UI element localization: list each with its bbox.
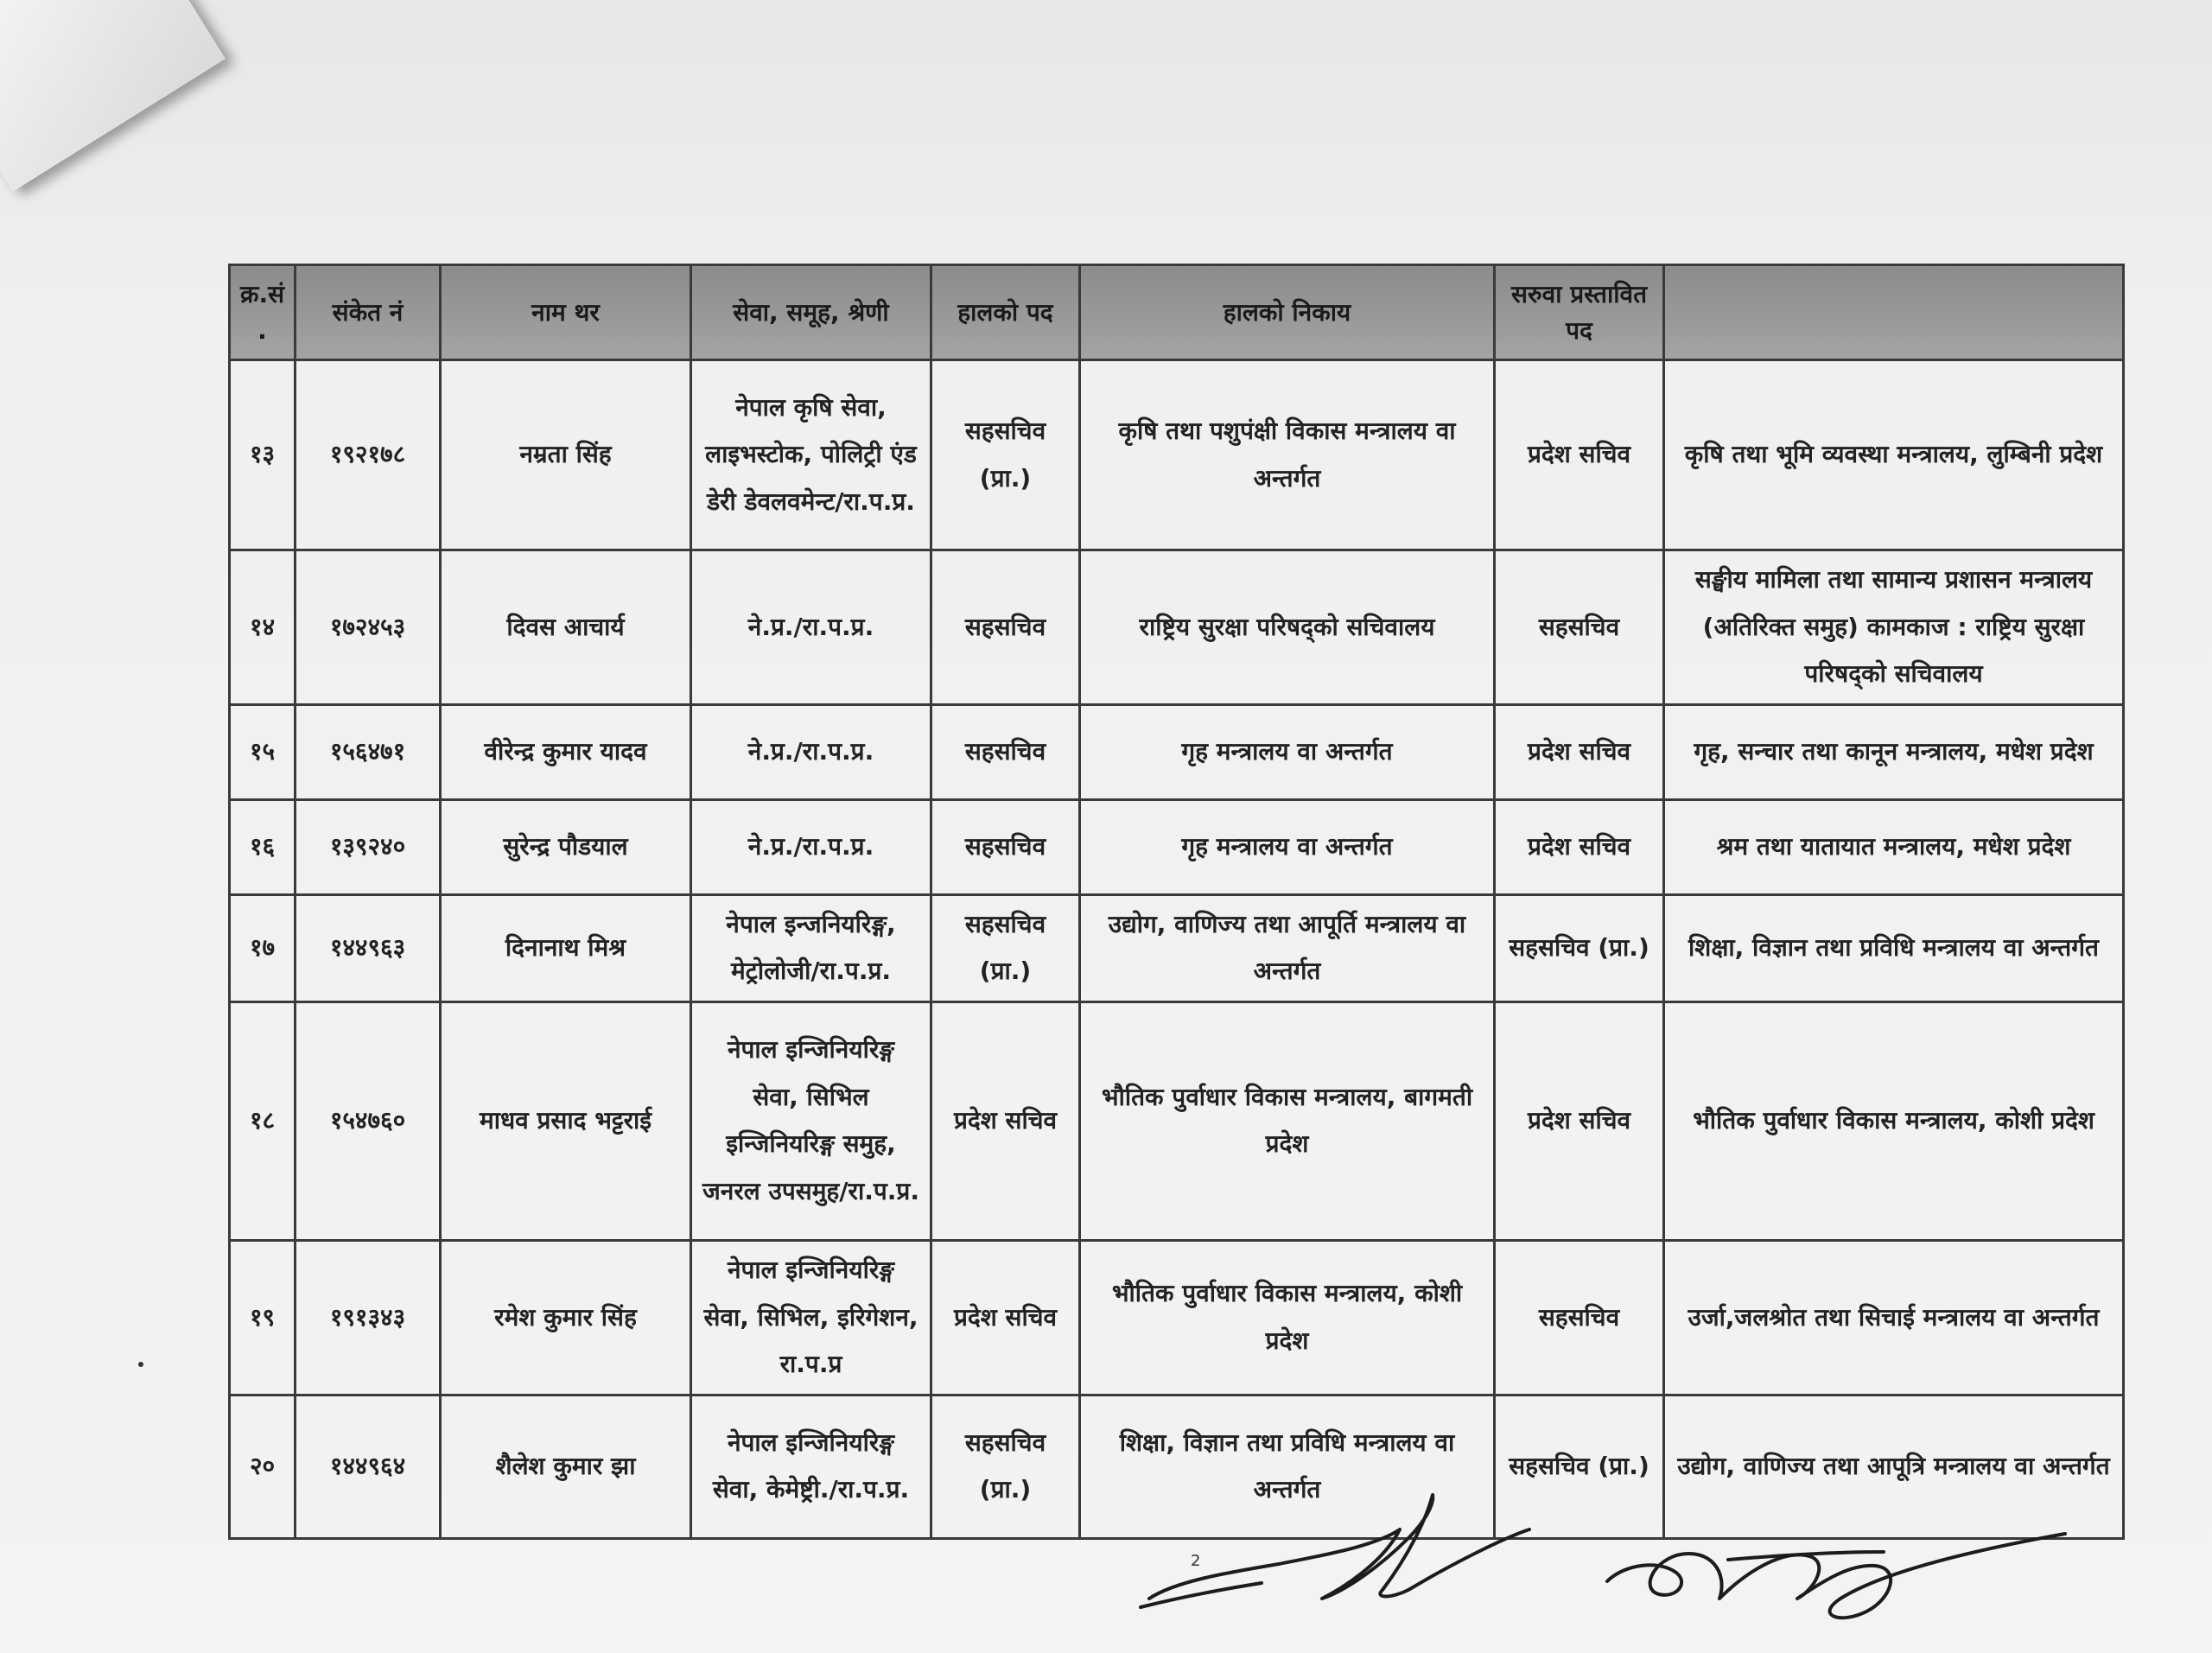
cell-current-office: भौतिक पुर्वाधार विकास मन्त्रालय, कोशी प्रदेश [1080,1240,1495,1395]
signature-mark [1607,1534,2065,1618]
cell-serial: १५ [230,704,296,799]
cell-name: दिनानाथ मिश्र [441,894,691,1001]
table-row [230,799,2124,894]
cell-proposed-office: उर्जा,जलश्रोत तथा सिचाई मन्त्रालय वा अन्तर्गत [1664,1240,2124,1395]
cell-service: नेपाल कृषि सेवा, लाइभस्टोक, पोलिट्री एंड डेरी डेवलवमेन्ट/रा.प.प्र. [691,360,931,550]
cell-serial: १३ [230,360,296,550]
cell-service: ने.प्र./रा.प.प्र. [691,799,931,894]
cell-code: १७२४५३ [296,550,441,705]
cell-code: १५६४७१ [296,704,441,799]
cell-code: १९२१७८ [296,360,441,550]
cell-serial: १७ [230,894,296,1001]
cell-current-post: सहसचिव [931,799,1080,894]
cell-current-office: शिक्षा, विज्ञान तथा प्रविधि मन्त्रालय वा अन्तर्गत [1080,1395,1495,1538]
cell-current-post: प्रदेश सचिव [931,1001,1080,1240]
cell-proposed-post: प्रदेश सचिव [1495,1001,1664,1240]
page-number: 2 [1191,1552,1201,1570]
cell-current-office: राष्ट्रिय सुरक्षा परिषद्को सचिवालय [1080,550,1495,705]
cell-proposed-post: प्रदेश सचिव [1495,799,1664,894]
cell-proposed-office: शिक्षा, विज्ञान तथा प्रविधि मन्त्रालय वा अन्तर्गत [1664,894,2124,1001]
cell-service: ने.प्र./रा.प.प्र. [691,550,931,705]
cell-proposed-post: सहसचिव [1495,1240,1664,1395]
cell-name: सुरेन्द्र पौडयाल [441,799,691,894]
paper-corner-fold [0,0,226,192]
cell-name: रमेश कुमार सिंह [441,1240,691,1395]
cell-serial: १६ [230,799,296,894]
cell-service: ने.प्र./रा.प.प्र. [691,704,931,799]
header-proposed-office [1664,265,2124,360]
cell-current-post: सहसचिव [931,550,1080,705]
cell-proposed-office: उद्योग, वाणिज्य तथा आपूत्रि मन्त्रालय वा अन्तर्गत [1664,1395,2124,1538]
table-row [230,360,2124,550]
table-row [230,1240,2124,1395]
cell-service: नेपाल इन्जिनियरिङ्ग सेवा, सिभिल, इरिगेशन, रा.प.प्र [691,1240,931,1395]
header-service: सेवा, समूह, श्रेणी [691,265,931,360]
cell-proposed-office: सङ्घीय मामिला तथा सामान्य प्रशासन मन्त्रालय (अतिरिक्त समुह) कामकाज : राष्ट्रिय सुरक्षा परिषद्को सचिवालय [1664,550,2124,705]
table-row [230,1001,2124,1240]
header-code: संकेत नं [296,265,441,360]
transfer-table [228,264,2125,1540]
cell-service: नेपाल इन्जिनियरिङ्ग सेवा, केमेष्ट्री./रा.प.प्र. [691,1395,931,1538]
cell-serial: २० [230,1395,296,1538]
cell-current-office: गृह मन्त्रालय वा अन्तर्गत [1080,799,1495,894]
cell-serial: १८ [230,1001,296,1240]
cell-proposed-office: कृषि तथा भूमि व्यवस्था मन्त्रालय, लुम्बिनी प्रदेश [1664,360,2124,550]
stray-ink-dot [138,1362,143,1367]
cell-code: १४४९६४ [296,1395,441,1538]
cell-proposed-post: सहसचिव (प्रा.) [1495,1395,1664,1538]
cell-proposed-office: गृह, सन्चार तथा कानून मन्त्रालय, मधेश प्रदेश [1664,704,2124,799]
cell-name: दिवस आचार्य [441,550,691,705]
cell-code: १४४९६३ [296,894,441,1001]
cell-proposed-post: प्रदेश सचिव [1495,704,1664,799]
signature-mark [1141,1495,1529,1607]
cell-current-office: गृह मन्त्रालय वा अन्तर्गत [1080,704,1495,799]
cell-code: १३९२४० [296,799,441,894]
header-current-post: हालको पद [931,265,1080,360]
table-row [230,550,2124,705]
table-row [230,704,2124,799]
header-current-office: हालको निकाय [1080,265,1495,360]
cell-current-post: सहसचिव [931,704,1080,799]
cell-proposed-post: प्रदेश सचिव [1495,360,1664,550]
cell-code: १५४७६० [296,1001,441,1240]
table-header-row [230,265,2124,360]
cell-proposed-post: सहसचिव (प्रा.) [1495,894,1664,1001]
cell-current-office: भौतिक पुर्वाधार विकास मन्त्रालय, बागमती प्रदेश [1080,1001,1495,1240]
cell-proposed-office: भौतिक पुर्वाधार विकास मन्त्रालय, कोशी प्रदेश [1664,1001,2124,1240]
cell-name: वीरेन्द्र कुमार यादव [441,704,691,799]
cell-proposed-post: सहसचिव [1495,550,1664,705]
cell-proposed-office: श्रम तथा यातायात मन्त्रालय, मधेश प्रदेश [1664,799,2124,894]
cell-name: नम्रता सिंह [441,360,691,550]
cell-current-post: सहसचिव (प्रा.) [931,894,1080,1001]
cell-current-post: सहसचिव (प्रा.) [931,360,1080,550]
header-name: नाम थर [441,265,691,360]
cell-current-office: उद्योग, वाणिज्य तथा आपूर्ति मन्त्रालय वा अन्तर्गत [1080,894,1495,1001]
cell-name: शैलेश कुमार झा [441,1395,691,1538]
header-proposed-post: सरुवा प्रस्तावित पद [1495,265,1664,360]
cell-service: नेपाल इन्जनियरिङ्ग, मेट्रोलोजी/रा.प.प्र. [691,894,931,1001]
cell-serial: १४ [230,550,296,705]
cell-code: १९१३४३ [296,1240,441,1395]
cell-serial: १९ [230,1240,296,1395]
header-serial: क्र.सं. [230,265,296,360]
cell-current-post: सहसचिव (प्रा.) [931,1395,1080,1538]
table-row [230,894,2124,1001]
cell-current-post: प्रदेश सचिव [931,1240,1080,1395]
cell-name: माधव प्रसाद भट्टराई [441,1001,691,1240]
cell-current-office: कृषि तथा पशुपंक्षी विकास मन्त्रालय वा अन्तर्गत [1080,360,1495,550]
signature-area [1123,1469,2091,1642]
cell-service: नेपाल इन्जिनियरिङ्ग सेवा, सिभिल इन्जिनियरिङ्ग समुह, जनरल उपसमुह/रा.प.प्र. [691,1001,931,1240]
